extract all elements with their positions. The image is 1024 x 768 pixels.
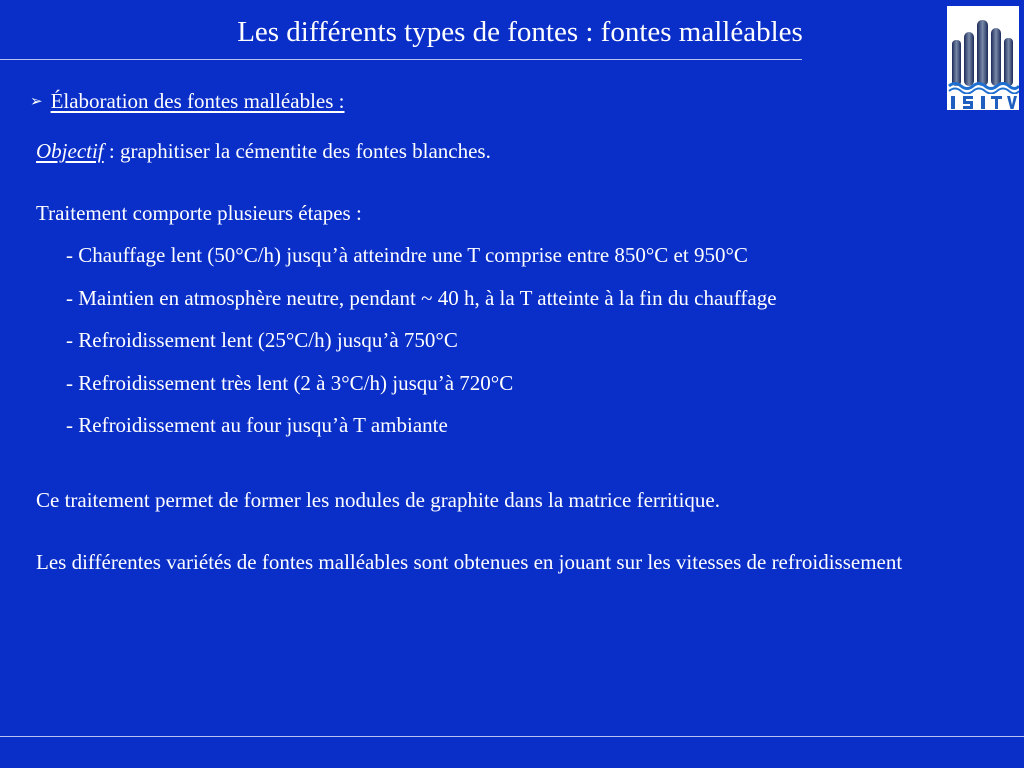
result-paragraph: Ce traitement permet de former les nodules de graphite dans la matrice ferritique. [36,488,720,512]
treatment-step: - Refroidissement au four jusqu’à T ambiante [66,413,448,437]
objective-text: : graphitiser la cémentite des fontes blanches. [103,139,491,163]
section-heading [30,87,345,115]
treatment-step: - Maintien en atmosphère neutre, pendant ~ 40 h, à la T atteinte à la fin du chauffage [66,286,777,310]
treatment-intro: Traitement comporte plusieurs étapes : [36,201,362,225]
treatment-step: - Refroidissement lent (25°C/h) jusqu’à 750°C [66,328,458,352]
isitv-logo [947,6,1019,110]
variants-paragraph: Les différentes variétés de fontes malléables sont obtenues en jouant sur les vitesses de refroidissement [36,550,903,574]
arrow-right-bullet-icon: ➢ [30,92,43,110]
slide-title: Les différents types de fontes : fontes malléables [237,16,803,48]
title-divider [0,59,802,60]
objective-label: Objectif [36,139,104,163]
treatment-step: - Refroidissement très lent (2 à 3°C/h) jusqu’à 720°C [66,371,514,395]
section-heading-text: Élaboration des fontes malléables : [50,89,345,113]
treatment-step: - Chauffage lent (50°C/h) jusqu’à atteindre une T comprise entre 850°C et 950°C [66,243,748,267]
footer-divider [0,736,1024,737]
objective-line [36,137,491,165]
